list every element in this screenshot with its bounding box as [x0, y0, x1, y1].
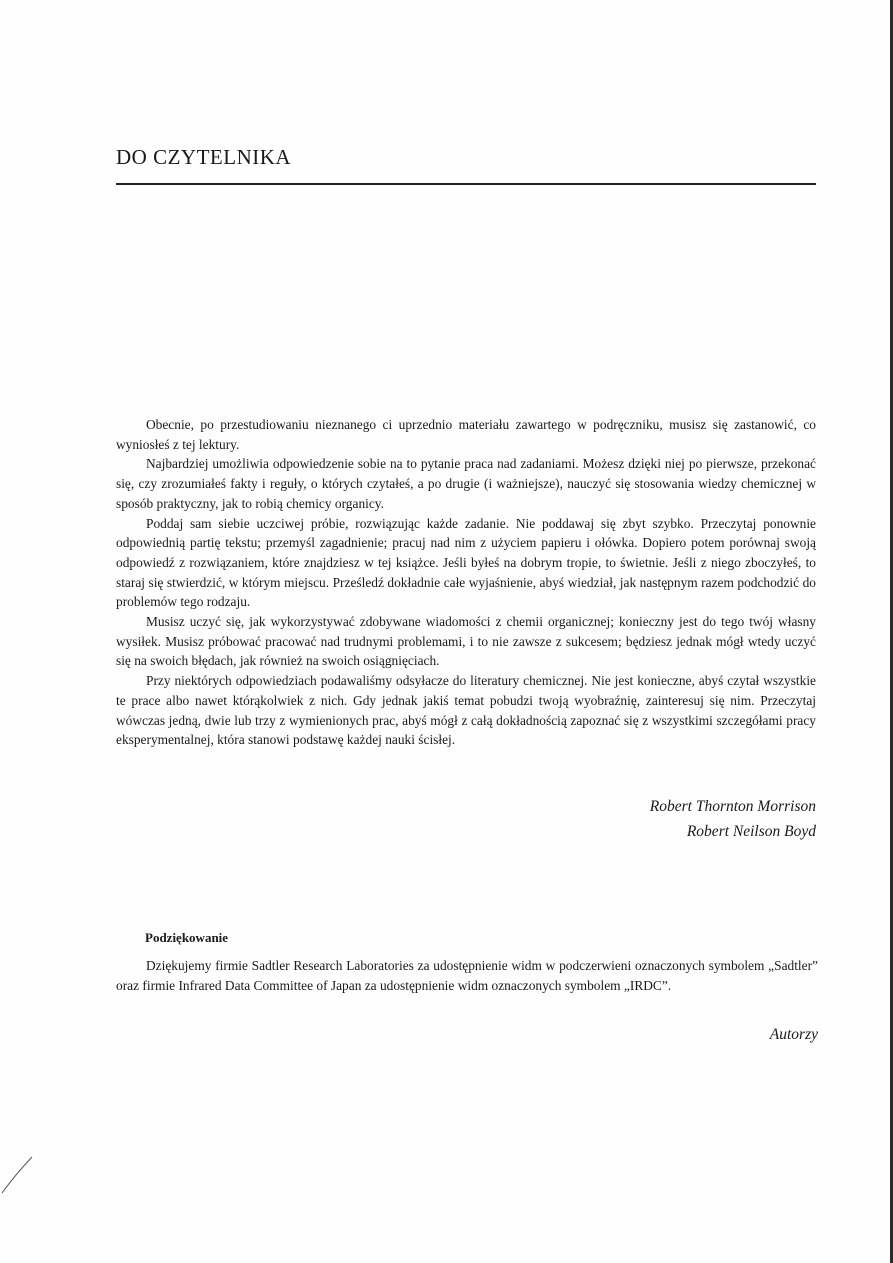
- acknowledgement-heading: Podziękowanie: [145, 930, 229, 945]
- paragraph-5: Przy niektórych odpowiedziach podawaliśmy odsyłacze do literatury chemicznej. Nie jest konieczne, abyś czytał wszystkie te prace albo nawet którąkolwiek z nich. Gdy jednak jakiś temat pobudzi twoją wyobraźnię, zainteresuj się nim. Przeczytaj wówczas jedną, dwie lub trzy z wymienionych prac, abyś mógł z całą dokładnością zapoznać się z wszystkimi szczegółami pracy eksperymentalnej, która stanowi podstawę każdej nauki ścisłej.: [116, 673, 816, 748]
- paragraph-1: Obecnie, po przestudiowaniu nieznanego ci uprzednio materiału zawartego w podręczniku, musisz się zastanowić, co wyniosłeś z tej lektury.: [116, 417, 816, 452]
- acknowledgement-signature: Autorzy: [769, 1026, 818, 1043]
- author-signature-2: Robert Neilson Boyd: [686, 823, 816, 840]
- paragraph-2: Najbardziej umożliwia odpowiedzenie sobie na to pytanie praca nad zadaniami. Możesz dzięki niej po pierwsze, przekonać się, czy zrozumiałeś fakty i reguły, o których czytałeś, a po drugie (i ważniejsze), nauczyć się stosowania wiedzy chemicznej w sposób praktyczny, jak to robią chemicy organicy.: [116, 456, 816, 511]
- author-signature-1: Robert Thornton Morrison: [649, 798, 816, 815]
- pencil-stroke-mark: [0, 1135, 60, 1195]
- title-divider: [116, 183, 816, 185]
- acknowledgement-body: [116, 956, 818, 995]
- acknowledgement-paragraph: Dziękujemy firmie Sadtler Research Laboratories za udostępnienie widm w podczerwieni oznaczonych symbolem „Sadtler” oraz firmie Infrared Data Committee of Japan za udostępnienie widm oznaczonych symbolem „IRDC”.: [116, 958, 818, 993]
- author-signatures: [116, 794, 816, 844]
- paragraph-3: Poddaj sam siebie uczciwej próbie, rozwiązując każde zadanie. Nie poddawaj się zbyt szybko. Przeczytaj ponownie odpowiednią partię tekstu; przemyśl zagadnienie; pracuj nad nim z użyciem papieru i ołówka. Dopiero potem porównaj swoją odpowiedź z rozwiązaniem, które znajdziesz w tej książce. Jeśli byłeś na dobrym tropie, to świetnie. Jeśli z niego zboczyłeś, to staraj się stwierdzić, w którym miejscu. Prześledź dokładnie całe wyjaśnienie, abyś wiedział, jak następnym razem podchodzić do problemów tego rodzaju.: [116, 515, 816, 610]
- paragraph-4: Musisz uczyć się, jak wykorzystywać zdobywane wiadomości z chemii organicznej; konieczny jest do tego twój własny wysiłek. Musisz próbować pracować nad trudnymi problemami, i to nie zawsze z sukcesem; będziesz jednak mógł wtedy uczyć się na swoich błędach, jak również na swoich osiągnięciach.: [116, 614, 816, 669]
- preface-body: [116, 415, 816, 750]
- page-title: DO CZYTELNIKA: [116, 145, 292, 169]
